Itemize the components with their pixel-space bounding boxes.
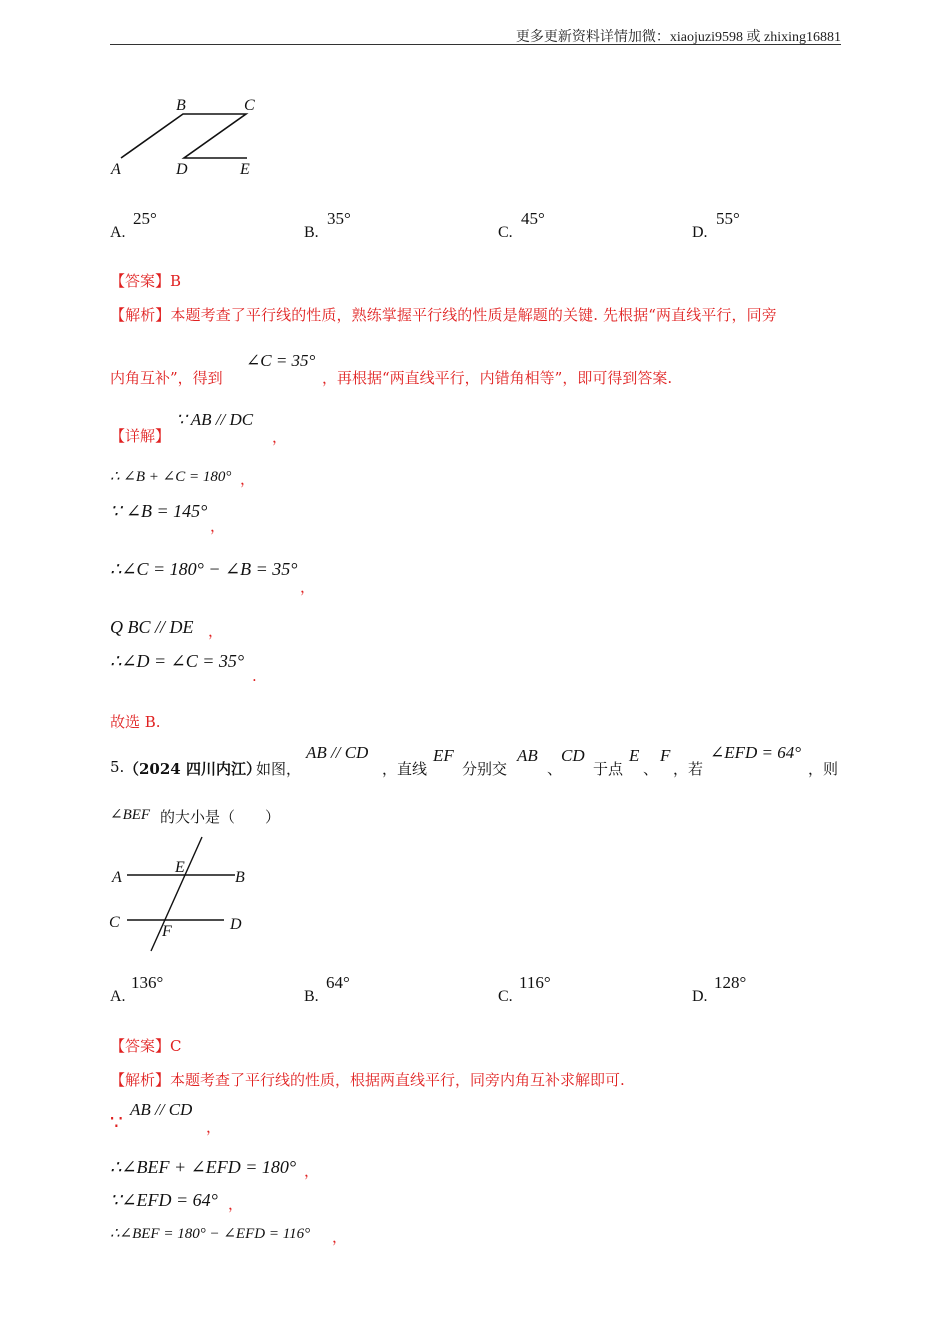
q5-text-5: 于点 xyxy=(593,760,624,778)
q5-text-1: 如图， xyxy=(256,760,302,778)
fig2-label-e: E xyxy=(175,859,185,876)
q5-number: 5. xyxy=(110,758,125,776)
q5-detail-3: ∵∠EFD = 64° xyxy=(110,1190,218,1210)
q5-option-b-letter: B. xyxy=(304,988,319,1005)
fig1-label-d: D xyxy=(176,161,188,178)
q5-detail-1: AB // CD xyxy=(130,1100,193,1119)
q5-detail-2-tail: ， xyxy=(304,1162,320,1180)
q4-detail-5-tail: ， xyxy=(208,622,224,640)
q5-math-angle-bef: ∠BEF xyxy=(110,807,151,823)
q4-detail-2: ∴ ∠B + ∠C = 180° xyxy=(110,469,232,485)
figure-1-diagram xyxy=(105,92,275,184)
q5-text-2: ，直线 xyxy=(382,760,428,778)
q5-option-a-letter: A. xyxy=(110,988,126,1005)
q4-option-c-letter: C. xyxy=(498,224,513,241)
q5-because-symbol: ∵ xyxy=(110,1110,123,1134)
q5-option-a-value: 136° xyxy=(131,973,164,992)
q5-answer: 【答案】C xyxy=(110,1037,182,1055)
q4-conclusion: 故选 B. xyxy=(110,713,161,731)
q5-option-c-value: 116° xyxy=(519,973,551,992)
q5-math-e: E xyxy=(629,746,640,765)
q5-detail-2: ∴∠BEF + ∠EFD = 180° xyxy=(110,1157,297,1177)
q5-option-c-letter: C. xyxy=(498,988,513,1005)
header-text: 更多更新资料详情加微：xiaojuzi9598 或 zhixing16881 xyxy=(515,30,841,45)
fig2-label-a: A xyxy=(112,869,122,886)
q4-analysis-line2b: ，再根据“两直线平行，内错角相等”，即可得到答案. xyxy=(322,369,673,387)
q4-answer: 【答案】B xyxy=(110,272,182,290)
q4-detail-2-tail: ， xyxy=(240,470,256,488)
fig2-label-b: B xyxy=(235,869,245,886)
fig2-label-c: C xyxy=(109,914,120,931)
q5-detail-4-tail: ， xyxy=(332,1228,348,1246)
q5-math-ab: AB xyxy=(517,746,538,765)
q4-detail-4-tail: ， xyxy=(300,578,316,596)
q5-math-ef: EF xyxy=(433,746,454,765)
q4-detail-3-tail: ， xyxy=(210,517,226,535)
q5-text-3: 分别交 xyxy=(462,760,508,778)
q5-text-8: ，则 xyxy=(808,760,839,778)
q5-math-cd: CD xyxy=(561,746,585,765)
q4-analysis-line1: 【解析】本题考查了平行线的性质，熟练掌握平行线的性质是解题的关键. 先根据“两直线平行，同旁 xyxy=(110,306,777,324)
figure-2-diagram xyxy=(104,832,254,956)
q5-option-d-value: 128° xyxy=(714,973,747,992)
q5-option-b-value: 64° xyxy=(326,973,350,992)
q5-detail-3-tail: ， xyxy=(228,1195,244,1213)
page-header xyxy=(110,22,841,45)
q5-text-4: 、 xyxy=(547,760,563,778)
q5-source: （2024 四川内江） xyxy=(124,760,261,778)
q4-detail-3: ∵ ∠B = 145° xyxy=(110,501,208,521)
q4-detail-6: ∴∠D = ∠C = 35° xyxy=(110,651,245,671)
q5-math-f: F xyxy=(660,746,671,765)
q4-option-a-letter: A. xyxy=(110,224,126,241)
q5-option-d-letter: D. xyxy=(692,988,708,1005)
q4-option-d-letter: D. xyxy=(692,224,708,241)
fig2-label-d: D xyxy=(230,916,242,933)
q5-math-ab-cd: AB // CD xyxy=(306,743,369,762)
q5-detail-4: ∴∠BEF = 180° − ∠EFD = 116° xyxy=(110,1226,311,1242)
q5-text-7: ，若 xyxy=(673,760,704,778)
fig1-label-c: C xyxy=(244,97,255,114)
fig2-label-f: F xyxy=(162,923,172,940)
q4-analysis-line2a: 内角互补”，得到 xyxy=(110,369,223,387)
fig1-label-e: E xyxy=(240,161,250,178)
q4-detail-1-tail: ， xyxy=(272,428,288,446)
q4-option-b-value: 35° xyxy=(327,209,351,228)
q4-detail-5: Q BC // DE xyxy=(110,617,194,637)
q5-question-tail: 的大小是（ ） xyxy=(160,808,281,826)
fig1-label-b: B xyxy=(176,97,186,114)
q4-option-a-value: 25° xyxy=(133,209,157,228)
q4-detail-4: ∴∠C = 180° − ∠B = 35° xyxy=(110,559,298,579)
q4-analysis-angle-c: ∠C = 35° xyxy=(246,351,316,370)
q5-detail-1-tail: ， xyxy=(206,1118,222,1136)
q4-detail-6-tail: . xyxy=(252,667,257,685)
q4-option-c-value: 45° xyxy=(521,209,545,228)
q4-detail-label: 【详解】 xyxy=(110,427,171,445)
q5-analysis: 【解析】本题考查了平行线的性质，根据两直线平行，同旁内角互补求解即可. xyxy=(110,1071,625,1089)
q4-option-b-letter: B. xyxy=(304,224,319,241)
q5-math-angle-efd: ∠EFD = 64° xyxy=(710,743,802,762)
q4-detail-1: ∵ AB // DC xyxy=(176,410,254,429)
q5-text-6: 、 xyxy=(643,760,659,778)
q4-option-d-value: 55° xyxy=(716,209,740,228)
fig1-label-a: A xyxy=(111,161,121,178)
